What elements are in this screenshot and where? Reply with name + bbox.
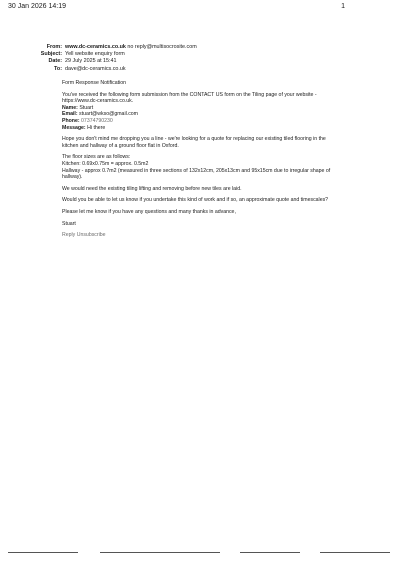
message-paragraph-1: Hope you don't mind me dropping you a line - we're looking for a quote for replacing our existing tiled flooring in the kitchen and hallway of a ground floor flat in Oxford. bbox=[62, 136, 326, 149]
from-sender: www.dc-ceramics.co.uk bbox=[65, 44, 126, 50]
footer-line bbox=[240, 552, 300, 553]
footer-line bbox=[8, 552, 78, 553]
subject-row bbox=[30, 51, 197, 58]
signature: Stuart bbox=[62, 220, 76, 227]
footer-line bbox=[100, 552, 220, 553]
message-paragraph-4: Please let me know if you have any questions and many thanks in advance, bbox=[62, 208, 236, 215]
from-row bbox=[30, 44, 197, 51]
to-value: dave@dc-ceramics.co.uk bbox=[65, 65, 126, 72]
notification-title: Form Response Notification bbox=[62, 80, 127, 86]
field-message: Message: Hi there bbox=[62, 124, 106, 131]
intro-paragraph: You've received the following form submission from the CONTACT US form on the Tiling page of your website - https://www.dc-ceramics.co.uk. bbox=[62, 91, 317, 105]
date-label: Date: bbox=[48, 58, 62, 65]
scan-footer-lines bbox=[0, 552, 400, 556]
field-name: Name: Stuart bbox=[62, 104, 94, 111]
field-email: Email: stuart@wkso@gmail.com bbox=[62, 111, 138, 118]
field-phone: Phone: 07374790230 bbox=[62, 117, 113, 124]
subject-label: Subject: bbox=[40, 51, 62, 58]
footer-line bbox=[320, 552, 390, 553]
message-paragraph-3: Would you be able to let us know if you undertake this kind of work and if so, an approximate quote and timescales? bbox=[62, 197, 329, 204]
kitchen-size: Kitchen: 0.69x0.75m = approx. 0.5m2 bbox=[62, 160, 149, 167]
date-row bbox=[30, 58, 197, 65]
email-body bbox=[62, 80, 342, 239]
floor-sizes bbox=[62, 154, 342, 180]
from-label: From: bbox=[46, 44, 62, 50]
from-address: no reply@multisocrosite.com bbox=[127, 44, 197, 50]
message-paragraph-2: We would need the existing tiling lifting and removing before new tiles are laid. bbox=[62, 185, 242, 192]
sizes-heading: The floor sizes are as follows: bbox=[62, 154, 131, 161]
to-row bbox=[30, 66, 197, 73]
reply-unsubscribe-link[interactable]: Reply Unsubscribe bbox=[62, 232, 106, 239]
email-headers bbox=[30, 44, 197, 73]
date-value: 29 July 2025 at 15:41 bbox=[65, 58, 117, 65]
form-fields bbox=[62, 105, 342, 131]
hallway-size: Hallway - approx 0.7m2 (measured in three sections of 132x12cm, 205x13cm and 95x15cm due to irregular shape of hallway). bbox=[62, 167, 331, 181]
subject-value: Yell website enquiry form bbox=[65, 51, 125, 58]
page-number: 1 bbox=[341, 3, 345, 10]
print-date: 30 Jan 2026 14:19 bbox=[8, 3, 66, 10]
to-label: To: bbox=[54, 65, 62, 72]
